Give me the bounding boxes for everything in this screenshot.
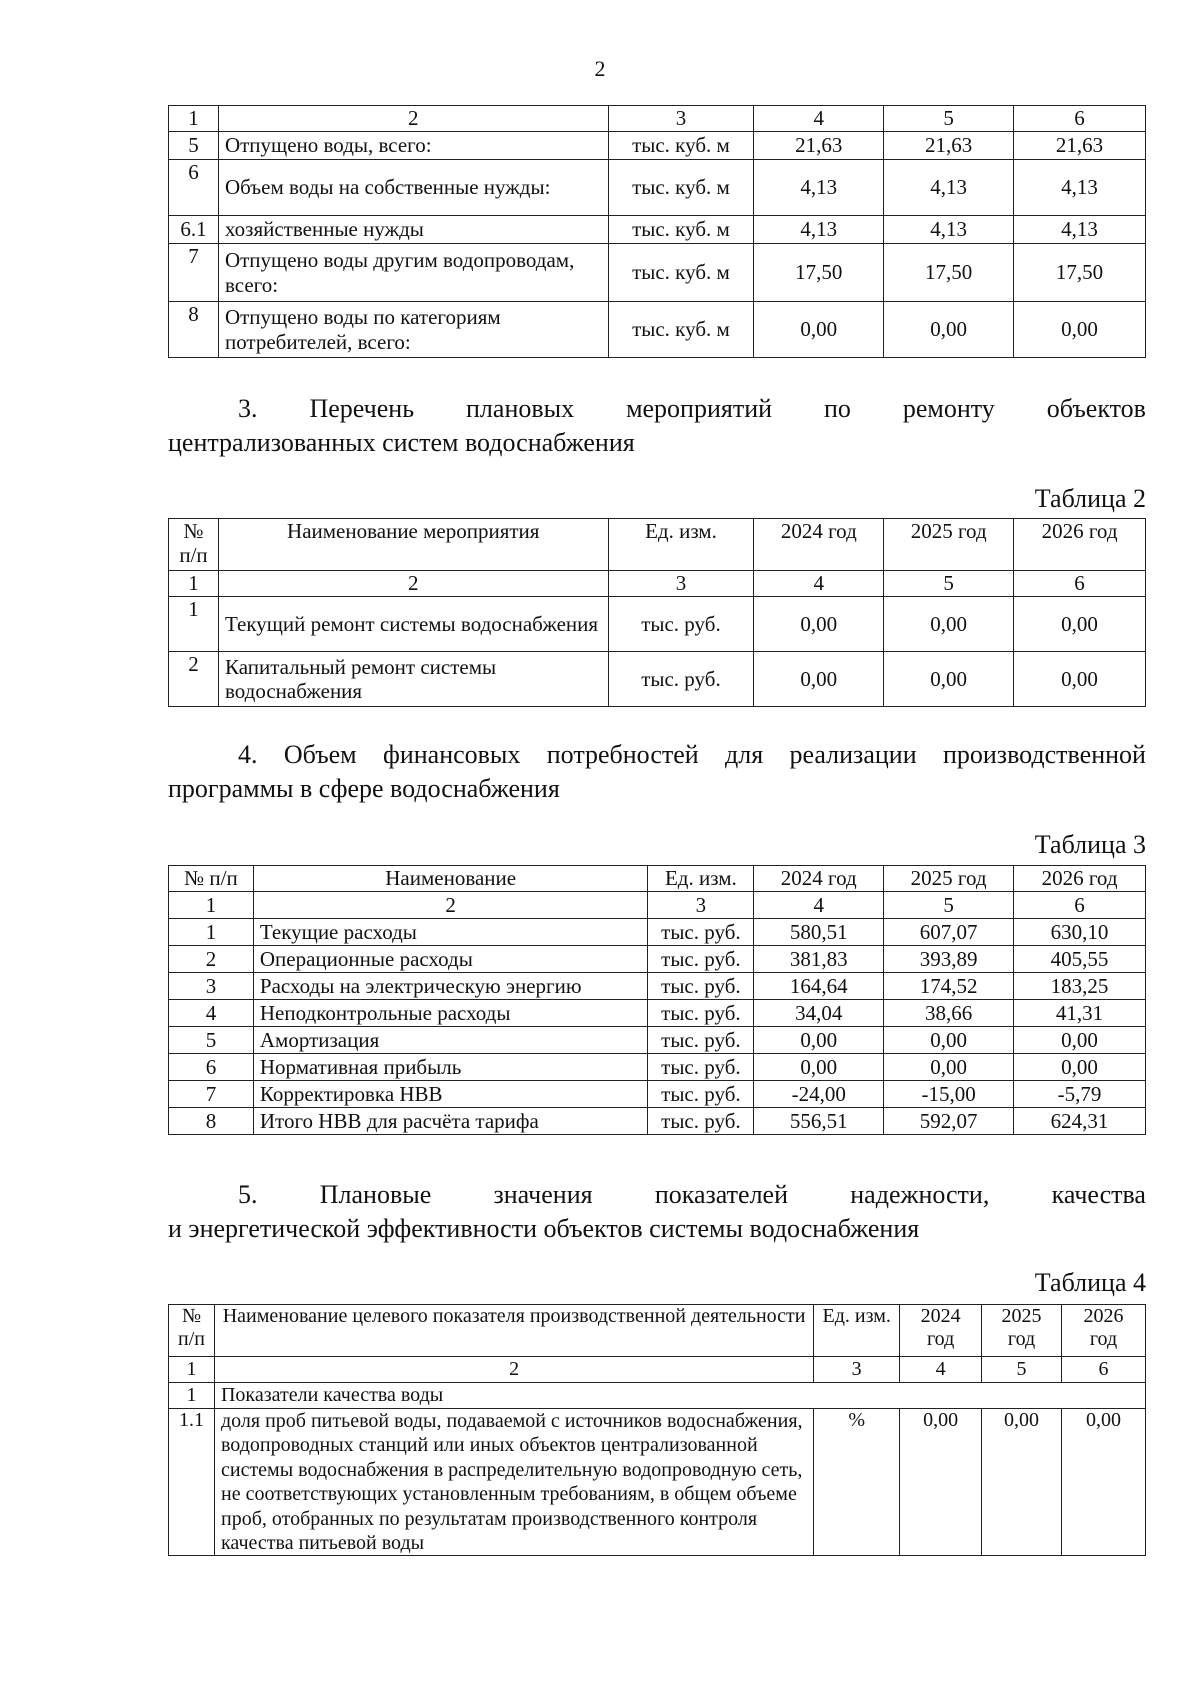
table-row: 1 Текущий ремонт системы водоснабжения тыс. руб. 0,00 0,00 0,00 [169, 597, 1146, 652]
table-row: 3 Расходы на электрическую энергию тыс. руб. 164,64 174,52 183,25 [169, 973, 1146, 1000]
table-row: 5 Отпущено воды, всего: тыс. куб. м 21,63 21,63 21,63 [169, 132, 1146, 160]
table-1 [168, 105, 1146, 358]
table-row: 7 Корректировка НВВ тыс. руб. -24,00 -15,00 -5,79 [169, 1081, 1146, 1108]
table-row: 4 Неподконтрольные расходы тыс. руб. 34,04 38,66 41,31 [169, 1000, 1146, 1027]
table-index-row: 1 2 3 4 5 6 [169, 1357, 1146, 1383]
table-row: 1.1 доля проб питьевой воды, подаваемой с источников водоснабжения, водопроводных станций или иных объектов централизованной системы водоснабжения в распределительную водопроводную сеть, не соответствующих установленным требованиям, в общем объеме проб, отобранных по результатам производственного контроля качества питьевой воды % 0,00 0,00 0,00 [169, 1409, 1146, 1556]
table-index-row: 1 2 3 4 5 6 [169, 571, 1146, 597]
table-row: 2 Операционные расходы тыс. руб. 381,83 393,89 405,55 [169, 946, 1146, 973]
table-row: 8 Итого НВВ для расчёта тарифа тыс. руб. 556,51 592,07 624,31 [169, 1108, 1146, 1135]
table-4-caption: Таблица 4 [1034, 1268, 1146, 1297]
table-row: 6 Нормативная прибыль тыс. руб. 0,00 0,00 0,00 [169, 1054, 1146, 1081]
table-index-row: 1 2 3 4 5 6 [169, 106, 1146, 132]
table-3 [168, 865, 1146, 1135]
table-header-row: № п/п Наименование Ед. изм. 2024 год 2025 год 2026 год [169, 866, 1146, 892]
table-row: 2 Капитальный ремонт системы водоснабжения тыс. руб. 0,00 0,00 0,00 [169, 652, 1146, 707]
table-3-caption: Таблица 3 [1034, 830, 1146, 859]
section-3-heading: 3. Перечень плановых мероприятий по ремонту объектов централизованных систем водоснабжения [168, 394, 1146, 457]
page-number: 2 [594, 56, 606, 81]
table-2 [168, 518, 1146, 707]
table-row: 7 Отпущено воды другим водопроводам, всего: тыс. куб. м 17,50 17,50 17,50 [169, 244, 1146, 302]
table-index-row: 1 2 3 4 5 6 [169, 892, 1146, 919]
section-5-heading: 5. Плановые значения показателей надежности, качества и энергетической эффективности объектов системы водоснабжения [168, 1180, 1146, 1243]
table-row: 8 Отпущено воды по категориям потребителей, всего: тыс. куб. м 0,00 0,00 0,00 [169, 302, 1146, 358]
table-row: 5 Амортизация тыс. руб. 0,00 0,00 0,00 [169, 1027, 1146, 1054]
table-2-caption: Таблица 2 [1034, 484, 1146, 513]
section-4-heading: 4. Объем финансовых потребностей для реализации производственной программы в сфере водоснабжения [168, 740, 1146, 803]
table-group-row: 1 Показатели качества воды [169, 1383, 1146, 1409]
table-header-row: № п/п Наименование целевого показателя производственной деятельности Ед. изм. 2024 год 2025 год 2026 год [169, 1305, 1146, 1357]
table-header-row: № п/п Наименование мероприятия Ед. изм. 2024 год 2025 год 2026 год [169, 519, 1146, 571]
table-4 [168, 1304, 1146, 1556]
table-row: 6.1 хозяйственные нужды тыс. куб. м 4,13 4,13 4,13 [169, 216, 1146, 244]
table-row: 1 Текущие расходы тыс. руб. 580,51 607,07 630,10 [169, 919, 1146, 946]
table-row: 6 Объем воды на собственные нужды: тыс. куб. м 4,13 4,13 4,13 [169, 160, 1146, 216]
